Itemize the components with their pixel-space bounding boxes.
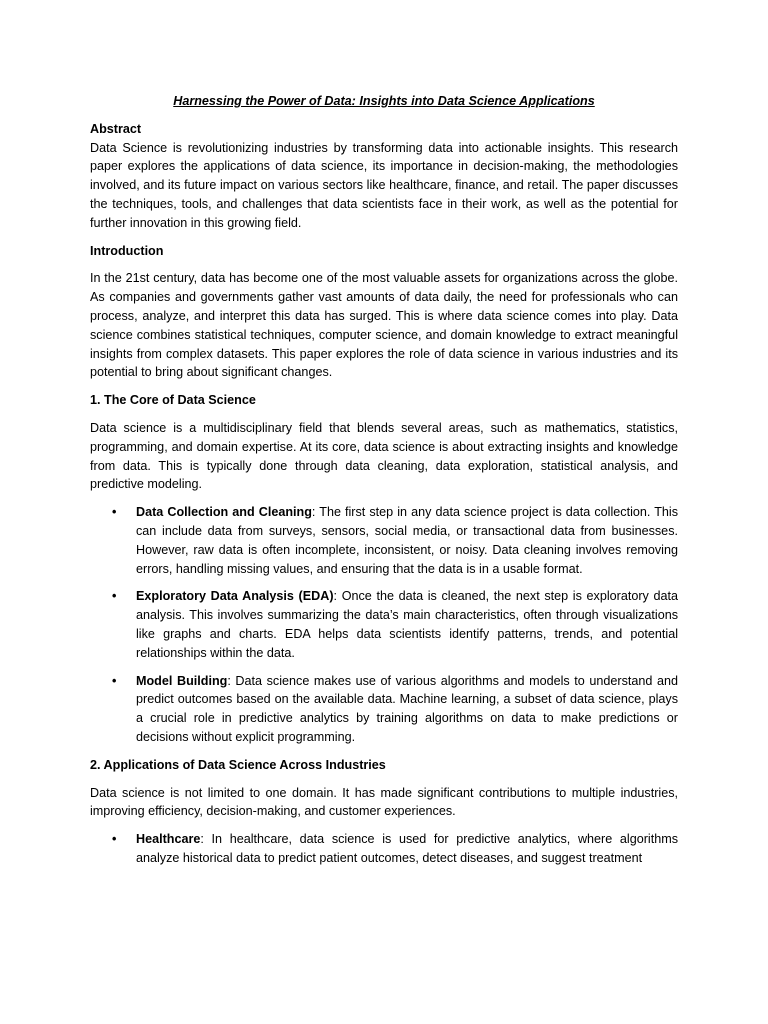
- section1-text: Data science is a multidisciplinary field that blends several areas, such as mathematics, statistics, programming, and domain expertise. At its core, data science is about extracting insights and knowledge from data. This is typically done through data cleaning, data exploration, statistical analysis, and predictive modeling.: [90, 420, 678, 492]
- bullet-text: : Once the data is cleaned, the next step is exploratory data analysis. This involves summarizing the data’s main characteristics, often through visualizations like graphs and charts. EDA helps data scientists identify patterns, trends, and potential relationships within the data.: [136, 589, 679, 660]
- section1-bullet-list: [90, 503, 678, 747]
- bullet-term: Model Building: [136, 673, 228, 688]
- list-item: [90, 587, 678, 662]
- bullet-icon: •: [112, 505, 117, 520]
- section2-text: Data science is not limited to one domain. It has made significant contributions to multiple industries, improving efficiency, decision-making, and customer experiences.: [90, 785, 678, 819]
- bullet-text: : The first step in any data science project is data collection. This can include data from surveys, sensors, social media, or transactional data from businesses. However, raw data is often incomplete, inconsistent, or noisy. Data cleaning involves removing errors, handling missing values, and ensuring that the data is in a usable format.: [136, 505, 678, 576]
- abstract-heading: Abstract: [90, 121, 142, 136]
- introduction-heading: Introduction: [90, 243, 164, 258]
- section2-heading: 2. Applications of Data Science Across Industries: [90, 757, 386, 772]
- introduction-text: In the 21st century, data has become one of the most valuable assets for organizations across the globe. As companies and governments gather vast amounts of data daily, the need for professionals who can process, analyze, and interpret this data has surged. This is where data science comes into play. Data science combines statistical techniques, computer science, and domain knowledge to extract meaningful insights from complex datasets. This paper explores the role of data science in various industries and its potential to bring about significant changes.: [90, 271, 678, 380]
- list-item: [90, 503, 678, 578]
- bullet-term: Exploratory Data Analysis (EDA): [136, 589, 334, 604]
- bullet-term: Data Collection and Cleaning: [136, 505, 312, 520]
- list-item: [90, 830, 678, 868]
- paper-title: Harnessing the Power of Data: Insights into Data Science Applications: [173, 94, 595, 108]
- list-item: [90, 672, 678, 747]
- bullet-icon: •: [112, 673, 117, 688]
- section2-bullet-list: [90, 830, 678, 868]
- document-page: [90, 92, 678, 877]
- bullet-term: Healthcare: [136, 832, 201, 847]
- abstract-text: Data Science is revolutionizing industries by transforming data into actionable insights. This research paper explores the applications of data science, its importance in decision-making, the methodologies involved, and its future impact on various sectors like healthcare, finance, and retail. The paper discusses the techniques, tools, and challenges that data scientists face in their work, as well as the potential for further innovation in this growing field.: [90, 140, 678, 230]
- bullet-icon: •: [112, 589, 117, 604]
- bullet-text: : Data science makes use of various algorithms and models to understand and predict outcomes based on the available data. Machine learning, a subset of data science, plays a crucial role in predictive analytics by training algorithms on data to make predictions or decisions without explicit programming.: [136, 673, 678, 744]
- bullet-icon: •: [112, 832, 117, 847]
- section1-heading: 1. The Core of Data Science: [90, 393, 256, 408]
- bullet-text: : In healthcare, data science is used for predictive analytics, where algorithms analyze historical data to predict patient outcomes, detect diseases, and suggest treatment: [136, 832, 678, 865]
